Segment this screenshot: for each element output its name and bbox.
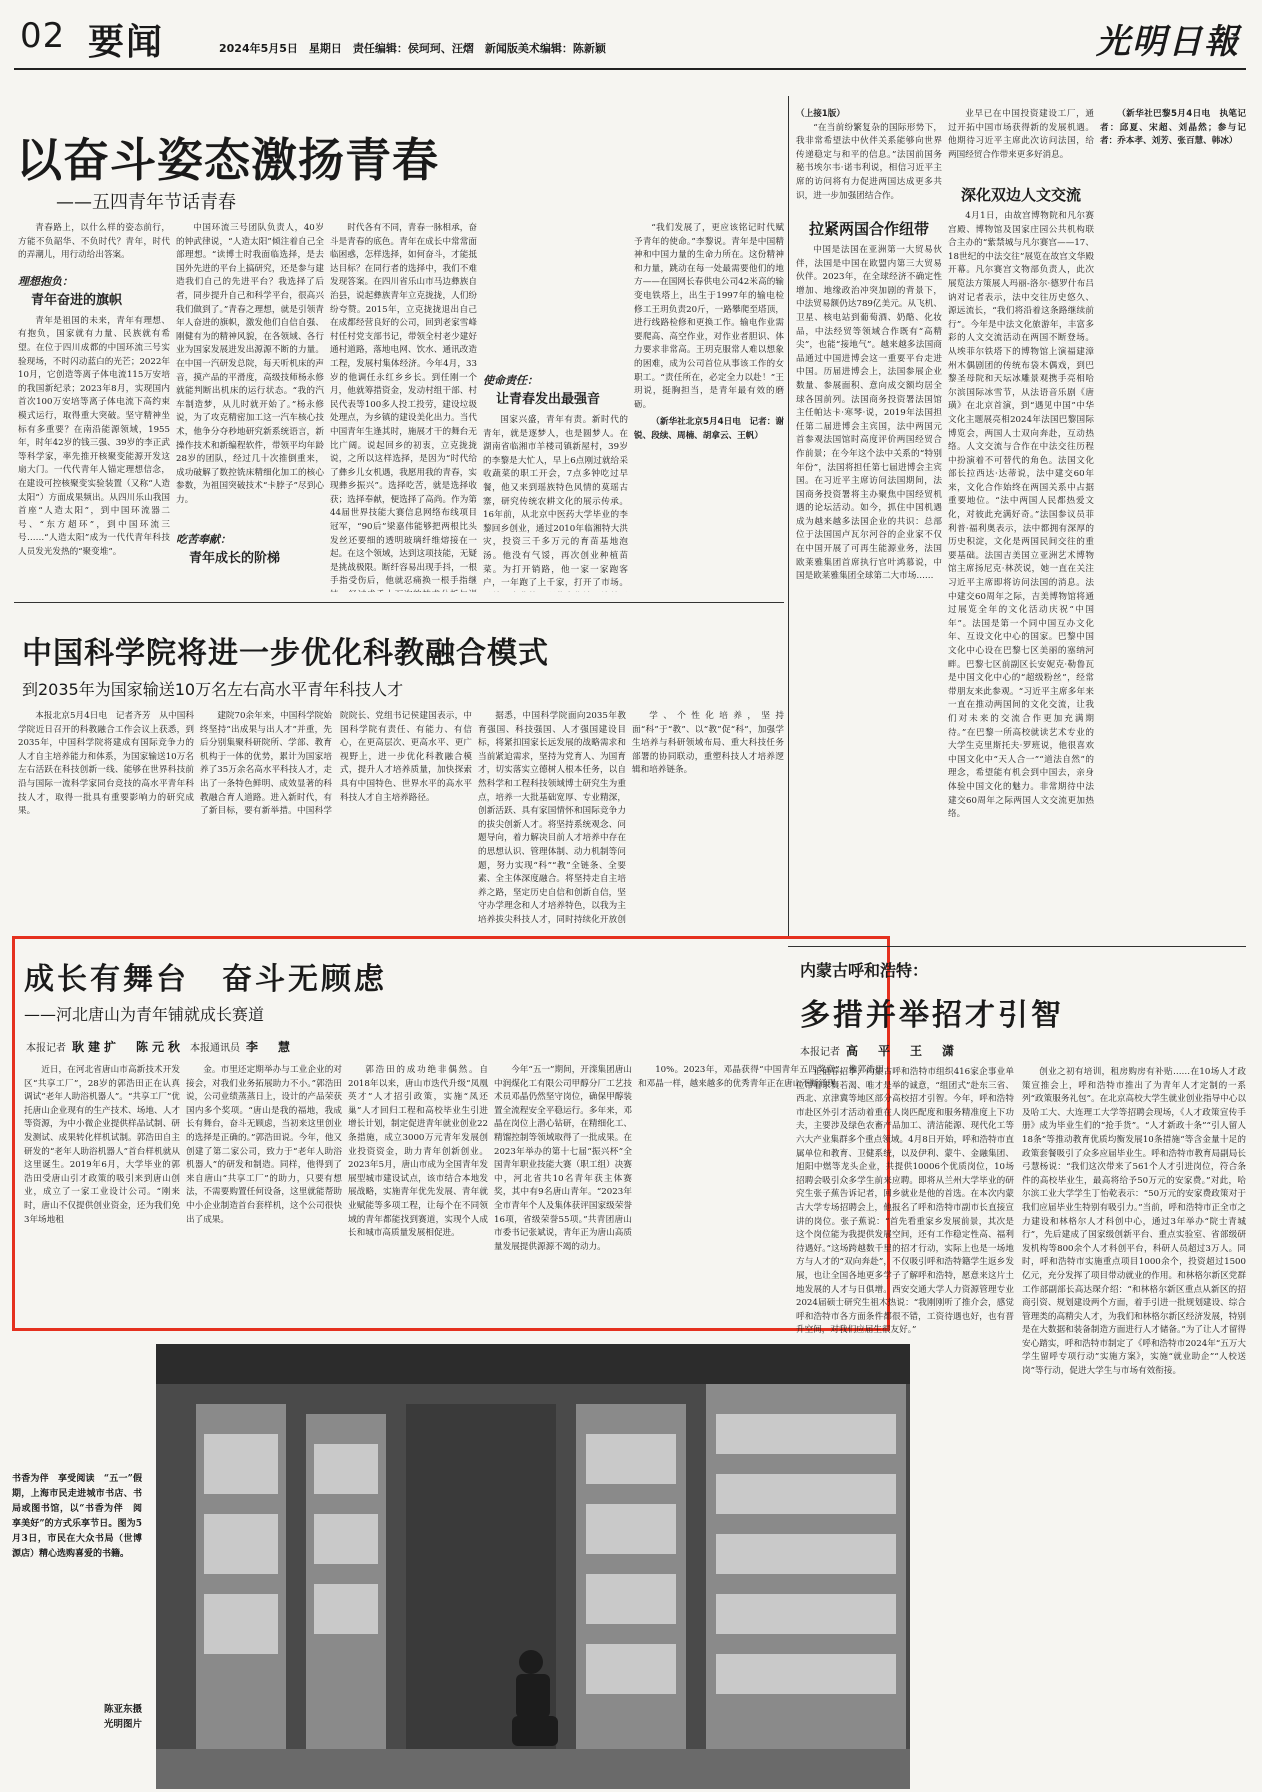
article4-body-1: 正值春招季，内蒙古呼和浩特市组织416家企事业单位带着求贤若渴、唯才是举的诚意，“组团式”赴东三省、西北、京津冀等地区部分高校招才引智。今年，呼和浩特市赴区外引才活动着重在人岗匹配度和服务精准度上下功夫，主要涉及绿色农畜产品加工、清洁能源、现代化工等六大产业集群多个重点领域。4月8日开始，呼和浩特市直属单位和教育、卫健系统，以及伊利、蒙牛、金融集团、旭阳中燃等龙头企业，共提供10006个优质岗位，10场招聘会吸引众多学生前来应聘。即将从兰州大学毕业的研究生张子蕉告诉记者，回乡就业是他的首选。在本次内蒙古大学专场招聘会上，他报名了呼和浩特市副市长直接宣讲的岗位。张子蕉说：“首先看重家乡发展前景，其次是这个岗位能为我提供发展空间，还有工作稳定性高、福利待遇好。”这场跨越数千里的招才行动，实际上也是一场地方与人才的“双向奔赴”，不仅吸引呼和浩特籍学生返乡发展，也让全国各地更多学子了解呼和浩特，愿意来这片土地发展的人才与日俱增。西安交通大学人力资源管理专业2024届硕士研究生祖木热说：“我刚刚听了推介会，感觉呼和浩特市各方面条件都很不错，工资待遇也好，也有晋升空间，对我们应届生很友好。”: [796, 1067, 1014, 1336]
article4-body-2: 创业之初有培训，租房购房有补贴……在10场人才政策宣推会上，呼和浩特市推出了为青年人才定制的一系列“政策服务礼包”。在北京高校大学生就业创业指导中心以及哈工大、大连理工大学等招聘会现场，《人才政策宣传手册》成为毕业生们的“抢手货”。“人才新政十条”“引人留人18条”等推动教育优质均衡发展10条措施“等含金量十足的政策套餐吸引了众多应届毕业生。呼和浩特市教育局副局长弓慧杨说：“我们这次带来了561个人才引进岗位，符合条件的高校毕业生，最高将给予50万元的安家费。”对此，哈尔滨工业大学学生丁怡乾表示：“50万元的安家费政策对于我们应届毕业生特别有吸引力。”当前，呼和浩特市正全市之力建设和林格尔人才科创中心，通过3年举办“院士青城行”，先后建成了国家级创新平台、重点实验室、省部级研发机构等800余个人才科创平台，科研人员超过3万人。同时，呼和浩特市实施重点项目1000余个，投资超过1500亿元，充分发挥了项目带动就业的作用。和林格尔新区党群工作部副部长高达琛介绍：“和林格尔新区重点从新区的招商引资、规划建设两个方面，着手引进一批规划建设、综合管理类的高精尖人才，为我们和林格尔新区经济发展，特别是在大数据和装备制造方面进行人才储备。”为了让人才留得安心踏实，呼和浩特市制定了《呼和浩特市2024年“五万大学生留呼专项行动”实施方案》，实施“就业助企”“人校送岗”等行动，促进大学生与市场有效衔接。: [1022, 1067, 1246, 1377]
right-top-body-2: 中国是法国在亚洲第一大贸易伙伴，法国是中国在欧盟内第三大贸易伙伴。2023年，在全球经济不确定性增加、地缘政治冲突加剧的背景下，中法贸易额仍达789亿美元。从飞机、卫星、核电站到葡萄酒、奶酪、化妆品，中法经贸等领域合作既有“高精尖”，也能“接地气”。越来越多法国商品通过中国进博会这一重要平台走进中国。历届进博会上，法国参展企业数量、参展面积、意向成交额均居全球各国前列。法国商务投资署法国馆主任帕达卡·寒琴·说，2019年法国担任第二届进博会主宾国，法中两国元首参观法国馆时高度评价两国经贸合作前景；在今年这个法中关系的“特别年份”，法国将担任第七届进博会主宾国。在习近平主席访问法国期间，法国商务投资署将主办聚焦中国经贸机遇的论坛活动。如今，抓住中国机遇成为越来越多法国企业的共识：总部位于法国国卢瓦尔河谷的企业家不仅在中国开展了可再生能源业务，法国欧莱雅集团首席执行官叶鸿慕说，中国是欧莱雅集团全球第二大市场……: [796, 245, 942, 582]
article4-kicker: 内蒙古呼和浩特：: [800, 961, 929, 980]
newspaper-logo: 光明日報: [1096, 22, 1240, 62]
byline-correspondent: 李 慧: [246, 1040, 295, 1054]
article1-kicker-2: 吃苦奉献：: [176, 533, 231, 546]
article2-column-1: [18, 710, 194, 925]
article1-column-3: [330, 222, 477, 592]
right-top-head-left: 拉紧两国合作纽带: [808, 220, 929, 238]
right-top-col-a: [796, 108, 942, 208]
article1-head-2: 青年成长的阶梯: [189, 551, 281, 566]
continued-from-label: （上接1版）: [796, 109, 845, 119]
article2-body-3: 据悉，中国科学院面向2035年教育强国、科技强国、人才强国建设目标，将紧扣国家长远发展的战略需求和当前紧迫需求，坚持为党育人、为国育才，切实落实立德树人根本任务，以自然科学和工程科技领域博士研究生为重点，培养一大批基础宽厚、专业精深，创新活跃、具有家国情怀和国际竞争力的拔尖创新人才。将坚持系统观念、问题导向，着力解决目前人才培养中存在的思想认识、管理体制、动力机制等问题，努力实现“科”“教”全链条、全要素、全主体深度融合。将坚持走自主培养之路，坚定历史自信和创新自信，坚守办学理念和人才培养特色，以我为主培养拔尖科技人才，同时持续化开放创: [478, 711, 626, 925]
article2-body-4: 学、个性化培养，坚持面“科”于“教”、以“教”促“科”，加强学生培养与科研领域布局、重大科技任务部署的协同联动，重塑科技人才培养逻辑和培养链条。: [632, 711, 784, 776]
article3-column-2: [186, 1064, 342, 1322]
article3-body-5: 10%。2023年，邓晶获得“中国青年五四奖章”。像郭浩田和邓晶一样，越来越多的优秀青年正在唐山不断涌现。: [638, 1065, 884, 1089]
right-top-col-c: [948, 108, 1094, 178]
article1-title: 以奋斗姿态激扬青春: [16, 133, 439, 187]
vertical-divider: [788, 96, 789, 936]
article3-body-4: 今年“五一”期间，开滦集团唐山中润煤化工有限公司甲醇分厂工艺技术员邓晶仍然坚守岗位，确保甲醇装置全流程安全平稳运行。多年来，邓晶在岗位上潜心钻研，在精细化工、精馏控制等领域取得了一批成果。在2023年举办的第十七届“振兴杯”全国青年职业技能大赛（职工组）决赛中，河北省共10名青年获主体赛奖，其中有9名唐山青年。“2023年全市青年个人及集体获评国家级荣誉16项，省级荣誉55项。”共青团唐山市委书记张斌说，青年正为唐山高质量发展提供源源不竭的动力。: [494, 1065, 632, 1252]
article1-subtitle: ——五四青年节话青春: [56, 192, 236, 213]
right-top-body-1: “在当前纷繁复杂的国际形势下，我非常希望法中伙伴关系能够向世界传递稳定与和平的信息。”法国前国务秘书埃尔韦·诺韦利说，相信习近平主席的访问将有力促进两国达成更多共识，进一步加强团结合作。: [796, 122, 942, 201]
byline-reporters: 高 平 王 潇: [846, 1044, 959, 1058]
divider-1: [14, 602, 784, 603]
right-top-body-4: 4月1日，由故宫博物院和凡尔赛宫殿、博物馆及国家庄园公共机构联合主办的“紫禁城与凡尔赛宫——17、18世纪的中法交往”展览在故宫文华殿开幕。凡尔赛宫文物部负责人，此次展览法方策展人玛丽-洛尔·德罗什布吕讷对记者表示，法中交往历史悠久、源远流长，“我们将沿着这条路继续前行”。今年是中法文化旅游年，丰富多彩的人文交流活动在两国不断登场。从埃菲尔铁塔下的博物馆上演福建漳州木偶剧团的传统布袋木偶戏，到巴黎圣母院和天坛冰雕景观携手亮相哈尔滨国际冰雪节，从法语音乐剧《唐璜》在北京首演，到“遇见中国”中华文化主题展亮相2024年法国巴黎国际博览会，两国人士双向奔赴，互动热络。人文交流与合作在中法交往历程中扮演着不可替代的角色。法国文化部长拉西达·达蒂说，法中建交60年来，文化合作始终在两国关系中占据重要地位。“法中两国人民都热爱文化，对彼此充满好奇。”法国参议员菲利普·福利奥表示，法中都拥有深厚的历史积淀，文化是两国民间交往的重要基础。法国吉美国立亚洲艺术博物馆主席扬尼克·林茨说，她一直在关注习近平主席即将访问法国的消息。法中建交60周年之际，吉美博物馆将通过展览全年的文化活动庆祝“中国年”。法国是第一个同中国互办文化年、互设文化中心的国家。巴黎中国文化中心设在巴黎七区美丽的塞纳河畔。巴黎七区前副区长安妮克·勒鲁瓦是中国文化中心的“超级粉丝”，经常带朋友来此参观。“习近平主席多年来一直在推动两国间的文化交流，让我们对未来的交流合作更加充满期待。”在巴黎一所高校就读艺术专业的大学生克里斯托夫·罗班说，他很喜欢中国文化中“天人合一”“道法自然”的理念，希望能有机会到中国去，亲身体验中国文化的魅力。非常期待中法建交60周年之际两国人文交流更加热络。: [948, 211, 1094, 820]
byline-reporters: 耿建扩 陈元秋: [72, 1040, 185, 1054]
right-top-head-right: 深化双边人文交流: [960, 186, 1081, 204]
article3-column-4: [494, 1064, 632, 1322]
article1-column-5: [634, 222, 784, 592]
article3-column-1: [24, 1064, 180, 1322]
article3-byline: [26, 1038, 300, 1055]
byline-label: 本报记者: [800, 1047, 840, 1058]
article3-body-1: 近日，在河北省唐山市高新技术开发区“共享工厂”，28岁的郭浩田正在认真调试“老年人助浴机器人”。“共享工厂”优托唐山企业现有的生产技术、场地、人才等资源，为中小微企业提供样品试制、研发测试、成果转化样机试制。郭浩田自主研发的“老年人助浴机器人”首台样机就从这里诞生。2019年6月，大学毕业的郭浩田受唐山引才政策的吸引来到唐山创业，成立了一家工业设计公司。“刚来时，唐山不仅提供创业资金，还为我们免3年场地租: [24, 1065, 180, 1225]
right-top-body-3: 业早已在中国投资建设工厂，通过开拓中国市场获得新的发展机遇。他期待习近平主席此次访问法国，给两国经贸合作带来更多好消息。: [948, 109, 1094, 160]
article1-body-3: 时代各有不同，青春一脉相承，奋斗是青春的底色。青年在成长中常常面临困惑，怎样选择，如何奋斗，才能抵达目标？在同行者的选择中，我们不难发现答案。在四川省乐山市马边彝族自治县，说起彝族青年立克拢拢，人们纷纷夸赞。2015年，立克拢拢退出自己在成都经营良好的公司，回到老家雪峰村任村党支部书记，带领全村老少建好通村道路，落地电网、饮水、通讯改造工程，发展村集体经济。今年4月，33岁的他调任永红乡乡长。到任刚一个月，他就筹措资金，发动村组干部、村民代表等100多人投工投劳，建设垃圾处理点，为乡镇的建设美化出力。当代中国青年生逢其时，施展才干的舞台无比广阔。说起回乡的初衷，立克拢拢说，之所以这样选择，是因为“时代给了彝乡儿女机遇，我愿用我的青春，实现彝乡振兴”。选择吃苦，就是选择收获；选择奉献，便选择了高尚。作为第44届世界技能大赛信息网络布线项目冠军，“90后”梁嘉伟能够把两根比头发丝还要细的透明玻璃纤维熔接在一起。在这个领域，达到这项技能，无疑是挑战极限。断纤容易出现手抖，一根手指受伤后，他就忍痛换一根手指继: [330, 223, 477, 587]
article1-kicker-1: 理想抱负：: [18, 274, 73, 288]
article3-title: 成长有舞台 奋斗无顾虑: [24, 962, 387, 997]
article2-body-2: 建院70余年来，中国科学院始终坚持“出成果与出人才”并重，先后分别集聚科研院所、学部、教育机构于一体的优势，累计为国家培养了35万余名高水平科技人才，走出了一条特色鲜明、成效显著的科教融合育人道路。进入新时代，有了新目标，要有新举措。中国科学院院长、党组书记侯建国表示，中国科学院有责任、有能力、有信心，在更高层次、更高水平、更广视野上，进一步优化科教融合模式，提升人才培养质量，加快探索具有中国特色、世界水平的高水平科技人才自主培养路径。: [200, 711, 472, 817]
article2-title: 中国科学院将进一步优化科教融合模式: [22, 636, 549, 671]
divider-right: [788, 946, 1246, 947]
article1-column-2-footer: [176, 531, 324, 591]
article2-column-4: [632, 710, 784, 925]
article4-column-2: [1022, 1066, 1246, 1786]
right-top-col-e: [1100, 108, 1246, 936]
article2-column-2: [200, 710, 472, 925]
article2-subtitle: 到2035年为国家输送10万名左右高水平青年科技人才: [22, 680, 404, 699]
article3-body-3: 郭浩田的成功绝非偶然。自2018年以来，唐山市迭代升级“凤凰英才”人才招引政策，实施“凤还巢”人才回归工程和高校毕业生引进增长计划，制定促进青年就业创业22条措施，成立3000万元青年发展创业投资资金，助力青年创新创业。2023年5月，唐山市成为全国青年发展型城市建设试点，该市结合本地发展战略，实施青年优先发展、青年就业赋能等多项工程，让每个在不同领域的青年都能找到赛道，实现个人成长和城市高质量发展相促进。: [348, 1065, 488, 1239]
article4-title: 多措并举招才引智: [800, 998, 1064, 1033]
right-top-signoff: （新华社巴黎5月4日电 执笔记者：邱夏、宋超、刘晶然；参与记者：乔本孝、刘芳、张百慧、韩冰）: [1100, 109, 1246, 147]
article1-body-5: “我们发展了，更应该铭记时代赋予青年的使命。”李黎说。青年是中国精神和中国力量的生命力所在。这份精神和力量，跳动在每一处最需要他们的地方——在国网长春供电公司42米高的输变电铁塔上，出生于1997年的输电检修工王玥负责20斤，一路攀爬至塔顶，进行线路检修和更换工作。输电作业需要爬高、高空作业，对作业者胆识、体力要求非常高。王玥克服常人难以想象的困难，成为公司首位从事该工作的女职工。“责任所在，必定全力以赴！”王玥说，挺胸担当，是青年最有效的磨砺。: [634, 223, 784, 410]
article2-column-3: [478, 710, 626, 925]
date-editor-line: 2024年5月5日 星期日 责任编辑：侯珂珂、汪熠 新闻版美术编辑：陈新颖: [219, 42, 606, 55]
article1-head-3: 让青春发出最强音: [496, 392, 601, 407]
article1-body-1: 青年是祖国的未来，青年有理想、有抱负，国家就有力量、民族就有希望。在位于四川成都的中国环流三号实验现场，不时闪动蓝白的光芒；2022年10月，它创造等离子体电流115万安培的我国新纪录；2023年8月，实现国内首次100万安培等离子体电流下高约束模式运行，取得重大突破。坚守精神坐标有多重要？在南沿能源领域，1955年，时年42岁的钱三强、39岁的李正武等科学家，率先推开核聚变能源开发这扇大门。一代代青年人锚定理想信念，在建设可控核聚变实验装置（又称“人造太阳”）方面成果频出。从四川乐山我国首座“人造太阳”，到中国环流器二号、“东方超环”，到中国环流三号……“人造太阳”成为一代代青年科技人员发光发热的“聚变堆”。: [18, 315, 170, 557]
right-top-col-b: [796, 244, 942, 936]
photo-credit: 陈亚东摄 光明图片: [103, 1704, 142, 1730]
article1-lead: 青春路上，以什么样的姿态前行，方能不负韶华、不负时代？青年，时代的弄潮儿，用行动给出答案。: [18, 223, 170, 261]
article2-body-1: 本报北京5月4日电 记者齐芳 从中国科学院近日召开的科教融合工作会议上获悉，到2035年，中国科学院将建成有国际竞争力的人才自主培养能力和体系，为国家输送10万名左右活跃在科技创新一线、能够在世界科技前沿与国际一流科学家同台竞技的高水平青年科技人才，取得一批具有重要影响力的研究成果。: [18, 711, 194, 817]
article1-head-1: 青年奋进的旗帜: [31, 292, 123, 308]
article1-column-4: [483, 222, 628, 592]
article1-body-2: 中国环流三号团队负责人，40岁的钟武律说，“人造太阳”倾注着自己全部理想。“读博士时我面临选择，是去国外先进的平台上搞研究，还是参与建造我们自己的先进平台？我选择了后者，同步提升自己和科学平台，很高兴我们做到了。”青春之理想，就是引领青年人奋进的旗帜，激发他们自信自强、刚健有为的精神风貌，在各领域、各行业为国家发展进发出源源不断的力量。在中国一汽研发总院，每天听机床的声音，摸产品的平滑度，高级技师杨永修就能判断出机床的运行状态。“我的汽车制造梦，从儿时就开始了。”杨永修说，为了攻克精密加工这一汽车核心技术，他争分夺秒地研究新系统语言，新操作技术和新编程软件，带领平均年龄28岁的团队，经过几十次推倒重来，成功破解了数控铣床精细化加工的核心参数，为祖国突破技术“卡脖子”尽到心力。: [176, 223, 324, 505]
article4-byline: [800, 1042, 964, 1059]
right-top-col-d: [948, 210, 1094, 936]
byline-label: 本报记者: [26, 1043, 66, 1054]
section-name: 要闻: [88, 21, 165, 63]
article1-column-1: [18, 222, 170, 592]
page-number: 02: [20, 16, 66, 56]
article4-column-1: [796, 1066, 1014, 1786]
article1-body-4: 国家兴盛，青年有责。新时代的青年，就是逐梦人，也是圆梦人。在湖南省临湘市羊楼司镇新屋村，39岁的李黎是大忙人，早上6点刚过就给采收蔬菜的职工开会，7点多钟吃过早餐，他又来到瑶族特色风情的莫瑶古寨，研究传统农耕文化的展示传承。16年前，从北京中医药大学毕业的李黎回乡创业，通过2010年临湘特大洪灾，投资三千多万元的育苗基地泡汤。他没有气馁，再次创业种植苗菜。为打开销路，他一家一家跑客户，一年跑了上千家，打开了市场。: [483, 415, 628, 589]
article1-kicker-3: 使命责任：: [483, 374, 538, 387]
masthead: [14, 8, 1246, 70]
article3-subtitle: ——河北唐山为青年铺就成长赛道: [24, 1005, 265, 1024]
byline-label-2: 本报通讯员: [190, 1043, 241, 1054]
article3-body-2: 金。市里还定期举办与工业企业的对接会，对我们业务拓展助力不小。”郭浩田说，公司业绩蒸蒸日上，设计的产品荣获国内多个奖项。“唐山是我的福地，我成长有舞台，奋斗无顾虑，当初来这里创业的选择是正确的。”郭浩田说。今年，他又创建了第二家公司，致力于“老年人助浴机器人”的研发和制造。同样，他得到了来自唐山“共享工厂”的助力，只要有想法，不需要购置任何设备，这里就能帮助中小企业制造首台套样机，这个公司很快出了成果。: [186, 1065, 342, 1225]
photo-caption: 书香为伴 享受阅读 “五一”假期，上海市民走进城市书店、书局或图书馆，以“书香为伴 阅享美好”的方式乐享节日。图为5月3日，市民在大众书局（世博源店）精心选购喜爱的书籍。: [12, 1474, 142, 1559]
article1-signoff: （新华社北京5月4日电 记者：谢锐、段续、周楠、胡拿云、王帆）: [634, 417, 784, 441]
article3-column-3: [348, 1064, 488, 1322]
